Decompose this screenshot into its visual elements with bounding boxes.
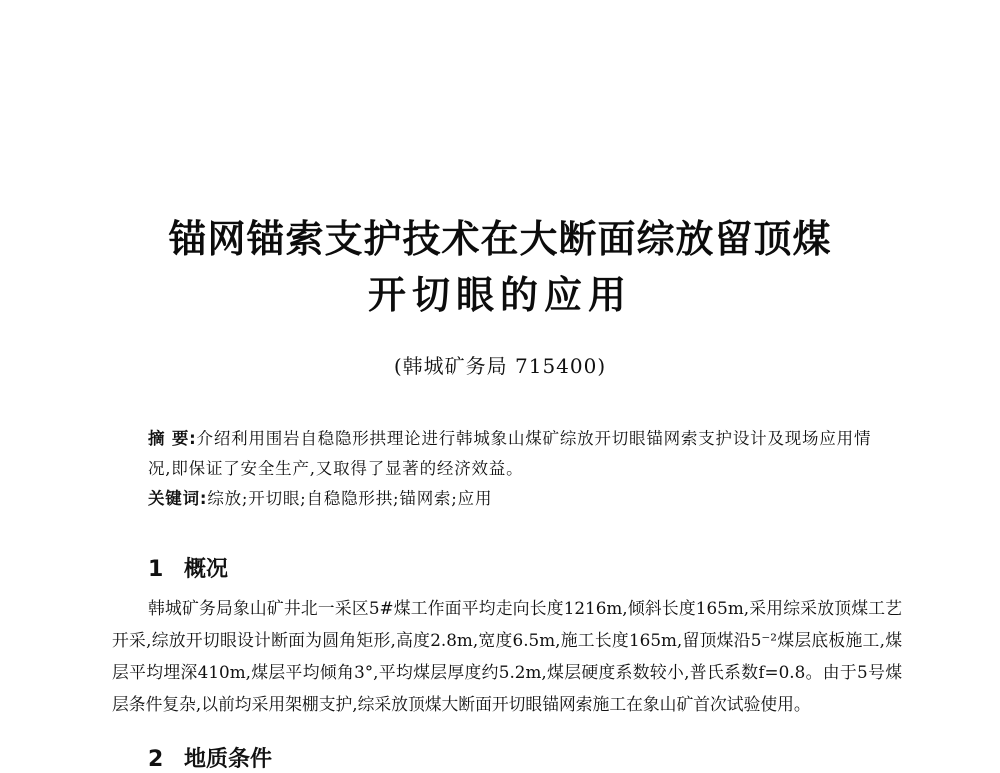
- section-title: 地质条件: [184, 747, 273, 772]
- section-title: 概况: [184, 557, 229, 582]
- section-number: 1: [148, 557, 164, 582]
- keywords: [148, 484, 888, 514]
- abstract-text: 介绍利用围岩自稳隐形拱理论进行韩城象山煤矿综放开切眼锚网索支护设计及现场应用情况,即保证了安全生产,又取得了显著的经济效益。: [148, 429, 872, 478]
- paper-title-line-1: 锚网锚索支护技术在大断面综放留顶煤: [168, 216, 832, 261]
- section-number: 2: [148, 747, 164, 772]
- abstract-label: 摘 要:: [148, 429, 197, 448]
- abstract: [148, 424, 888, 484]
- section-1-paragraph: 韩城矿务局象山矿井北一采区5#煤工作面平均走向长度1216m,倾斜长度165m,采用综采放顶煤工艺开采,综放开切眼设计断面为圆角矩形,高度2.8m,宽度6.5m,施工长度165m,留顶煤沿5⁻²煤层底板施工,煤层平均埋深410m,煤层平均倾角3°,平均煤层厚度约5.2m,煤层硬度系数较小,普氏系数f=0.8。由于5号煤层条件复杂,以前均采用架棚支护,综采放顶煤大断面开切眼锚网索施工在象山矿首次试验使用。: [112, 598, 902, 714]
- keywords-text: 综放;开切眼;自稳隐形拱;锚网索;应用: [207, 489, 493, 508]
- keywords-label: 关键词:: [148, 489, 208, 508]
- section-heading-1: [148, 552, 228, 583]
- section-heading-2: [148, 742, 272, 773]
- author-affiliation: (韩城矿务局 715400): [393, 354, 607, 378]
- paper-title-line-2: 开切眼的应用: [367, 272, 632, 317]
